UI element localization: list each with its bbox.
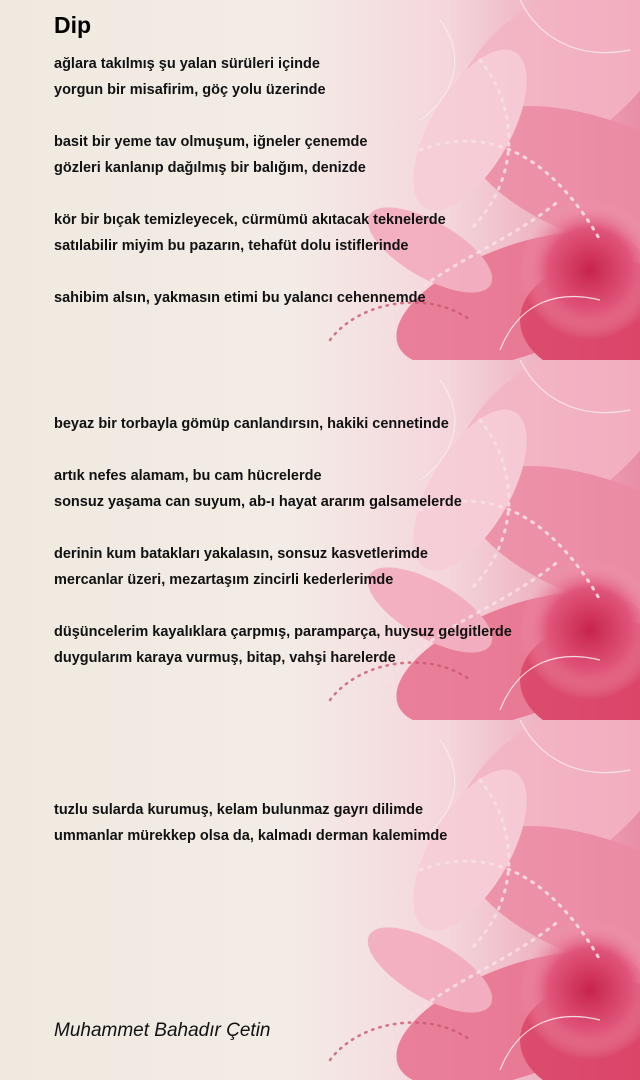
floral-background-panel [0, 0, 640, 360]
poem-line: derinin kum batakları yakalasın, sonsuz kasvetlerimde [54, 546, 428, 562]
poem-line: ummanlar mürekkep olsa da, kalmadı derman kalemimde [54, 828, 448, 844]
floral-background-art [0, 0, 640, 360]
poem-line: mercanlar üzeri, mezartaşım zincirli kederlerimde [54, 572, 394, 588]
poem-line: beyaz bir torbayla gömüp canlandırsın, hakiki cennetinde [54, 416, 449, 432]
floral-background-art [0, 360, 640, 720]
poem-line: artık nefes alamam, bu cam hücrelerde [54, 468, 322, 484]
poem-line: yorgun bir misafirim, göç yolu üzerinde [54, 82, 326, 98]
poem-author: Muhammet Bahadır Çetin [54, 1020, 271, 1041]
poem-title: Dip [54, 12, 92, 38]
poem-line: satılabilir miyim bu pazarın, tehafüt dolu istiflerinde [54, 238, 409, 254]
poem-line: gözleri kanlanıp dağılmış bir balığım, denizde [54, 160, 366, 176]
poem-line: düşüncelerim kayalıklara çarpmış, paramparça, huysuz gelgitlerde [54, 624, 512, 640]
poem-line: sonsuz yaşama can suyum, ab-ı hayat ararım galsamelerde [54, 494, 462, 510]
poem-line: sahibim alsın, yakmasın etimi bu yalancı cehennemde [54, 290, 426, 306]
poem-line: tuzlu sularda kurumuş, kelam bulunmaz gayrı dilimde [54, 802, 424, 818]
poem-line: basit bir yeme tav olmuşum, iğneler çenemde [54, 134, 368, 150]
floral-background-panel [0, 360, 640, 720]
poem-line: duygularım karaya vurmuş, bitap, vahşi harelerde [54, 650, 396, 666]
poem-line: kör bir bıçak temizleyecek, cürmümü akıtacak teknelerde [54, 212, 446, 228]
poem-line: ağlara takılmış şu yalan sürüleri içinde [54, 56, 320, 72]
